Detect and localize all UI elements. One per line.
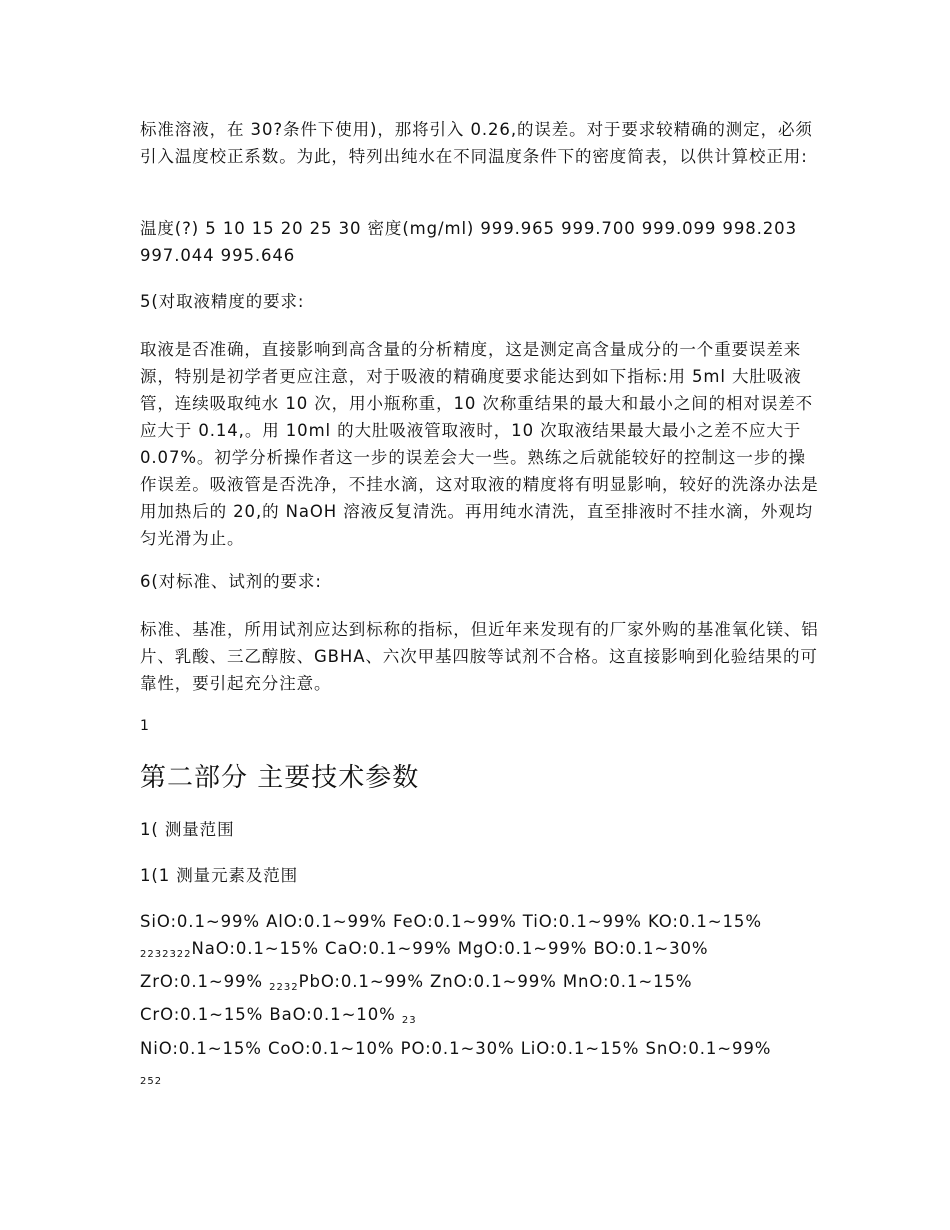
paragraph-density-table: 温度(?) 5 10 15 20 25 30 密度(mg/ml) 999.965 999.700 999.099 998.203 997.044 995.646: [140, 219, 797, 265]
ranges-line: [140, 935, 820, 968]
ranges-line: [140, 968, 820, 1001]
ranges-line: [140, 1035, 820, 1062]
section-heading: 第二部分 主要技术参数: [140, 763, 420, 793]
ranges-block-2: [140, 1035, 820, 1095]
ranges-line: [140, 908, 820, 935]
ranges-block: [140, 908, 820, 1034]
paragraph-density-intro: 标准溶液，在 30?条件下使用)，那将引入 0.26,的误差。对于要求较精确的测定，必须引入温度校正系数。为此，特列出纯水在不同温度条件下的密度简表，以供计算校正用:: [140, 120, 813, 166]
subscript-digits: 252: [140, 1076, 163, 1087]
ranges-text: NaO:0.1~15% CaO:0.1~99% MgO:0.1~99% BO:0.1~30%: [191, 939, 709, 958]
subheading-elements-range: 1(1 测量元素及范围: [140, 866, 299, 885]
ranges-text: CrO:0.1~15% BaO:0.1~10%: [140, 1005, 402, 1024]
subheading-measurement-range: 1( 测量范围: [140, 820, 235, 839]
ranges-line: [140, 1001, 820, 1034]
subscript-digits: 2232322: [140, 949, 192, 960]
paragraph-pipette-precision: 取液是否准确，直接影响到高含量的分析精度，这是测定高含量成分的一个重要误差来源，特别是初学者更应注意，对于吸液的精确度要求能达到如下指标:用 5ml 大肚吸液管，连续吸取纯水 10 次，用小瓶称重，10 次称重结果的最大和最小之间的相对误差不应大于 0.14,。用 10ml 的大肚吸液管取液时，10 次取液结果最大最小之差不应大于 0.07%。初学分析操作者这一步的误差会大一些。熟练之后就能较好的控制这一步的操作误差。吸液管是否洗净，不挂水滴，这对取液的精度将有明显影响，较好的洗涤办法是用加热后的 20,的 NaOH 溶液反复清洗。再用纯水清洗，直至排液时不挂水滴，外观均匀光滑为止。: [140, 340, 819, 548]
ranges-text: NiO:0.1~15% CoO:0.1~10% PO:0.1~30% LiO:0.1~15% SnO:0.1~99%: [140, 1039, 772, 1058]
ranges-text: ZrO:0.1~99%: [140, 972, 270, 991]
page-number: 1: [140, 718, 149, 734]
paragraph-reagents: 标准、基准，所用试剂应达到标称的指标，但近年来发现有的厂家外购的基准氧化镁、铝片、乳酸、三乙醇胺、GBHA、六次甲基四胺等试剂不合格。这直接影响到化验结果的可靠性，要引起充分注意。: [140, 620, 819, 693]
paragraph-heading-6: 6(对标准、试剂的要求:: [140, 572, 322, 591]
subscript-digits: 2232: [269, 982, 299, 993]
ranges-text: PbO:0.1~99% ZnO:0.1~99% MnO:0.1~15%: [298, 972, 693, 991]
ranges-line: [140, 1062, 820, 1095]
subscript-digits: 23: [401, 1015, 417, 1026]
paragraph-heading-5: 5(对取液精度的要求:: [140, 292, 305, 311]
ranges-text: SiO:0.1~99% AlO:0.1~99% FeO:0.1~99% TiO:0.1~99% KO:0.1~15%: [140, 912, 762, 931]
